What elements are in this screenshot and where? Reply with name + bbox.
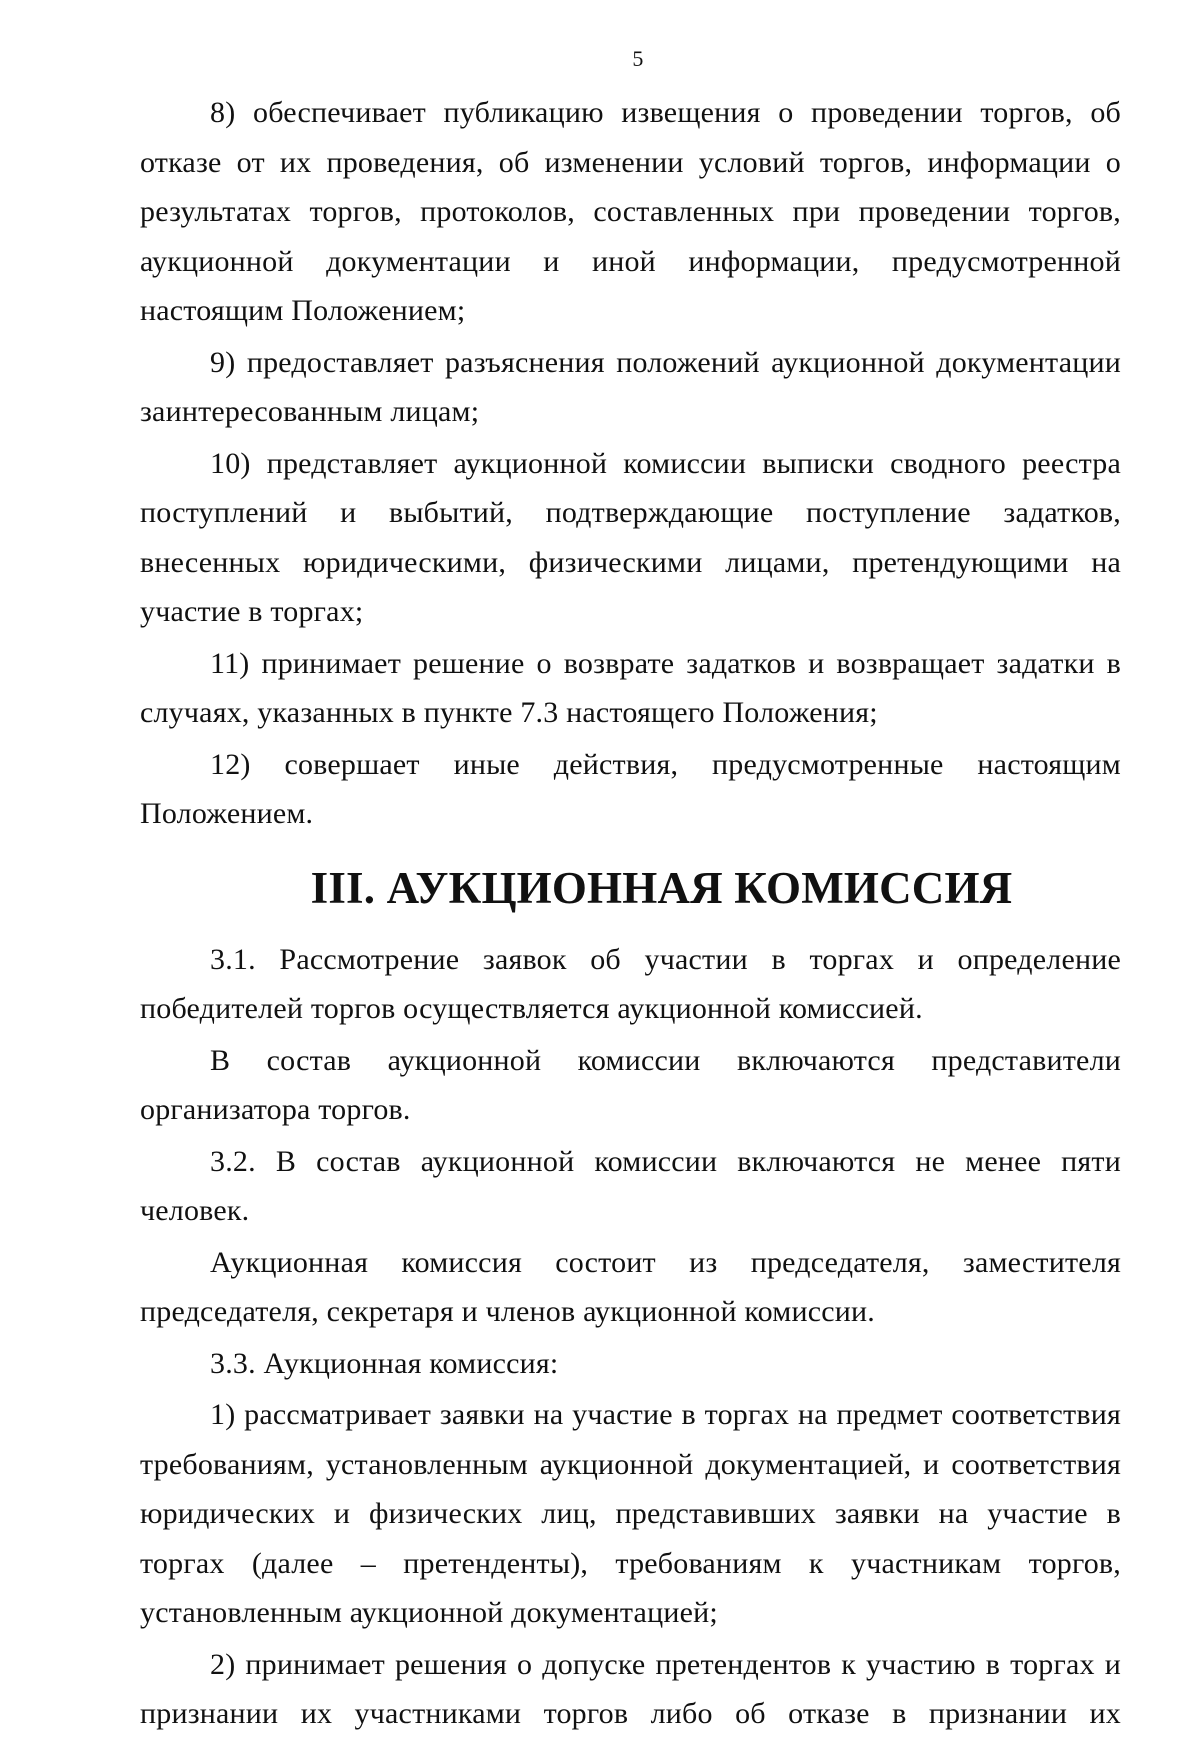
paragraph-3-1-composition: В состав аукционной комиссии включаются представители организатора торгов. [140, 1043, 1121, 1126]
paragraph-3-3: 3.3. Аукционная комиссия: [210, 1346, 559, 1380]
paragraph-3-3-item-1: 1) рассматривает заявки на участие в торгах на предмет соответствия требованиям, установленным аукционной документацией, и соответствия юридических и физических лиц, представивших заявки на участие в торгах (далее – претенденты), требованиям к участникам торгов, установленным аукционной документацией; [140, 1398, 1121, 1629]
paragraph-item-8: 8) обеспечивает публикацию извещения о проведении торгов, об отказе от их проведения, об изменении условий торгов, информации о результатах торгов, протоколов, составленных при проведении торгов, аукционной документации и иной информации, предусмотренной настоящим Положением; [140, 96, 1121, 327]
paragraph-3-1: 3.1. Рассмотрение заявок об участии в торгах и определение победителей торгов осуществляется аукционной комиссией. [140, 942, 1121, 1025]
paragraph-3-3-item-2: 2) принимает решения о допуске претендентов к участию в торгах и признании их участниками торгов либо об отказе в признании их [140, 1647, 1121, 1730]
paragraph-item-11: 11) принимает решение о возврате задатков и возвращает задатки в случаях, указанных в пункте 7.3 настоящего Положения; [140, 646, 1121, 729]
page-body [140, 88, 1121, 1741]
paragraph-item-10: 10) представляет аукционной комиссии выписки сводного реестра поступлений и выбытий, подтверждающие поступление задатков, внесенных юридическими, физическими лицами, претендующими на участие в торгах; [140, 446, 1121, 628]
section-heading: III. АУКЦИОННАЯ КОМИССИЯ [310, 862, 1013, 913]
paragraph-item-9: 9) предоставляет разъяснения положений аукционной документации заинтересованным лицам; [140, 345, 1121, 428]
page-number: 5 [632, 46, 644, 71]
paragraph-3-2: 3.2. В состав аукционной комиссии включаются не менее пяти человек. [140, 1144, 1121, 1227]
paragraph-item-12: 12) совершает иные действия, предусмотренные настоящим Положением. [140, 747, 1121, 830]
paragraph-3-2-members: Аукционная комиссия состоит из председателя, заместителя председателя, секретаря и членов аукционной комиссии. [140, 1245, 1121, 1328]
